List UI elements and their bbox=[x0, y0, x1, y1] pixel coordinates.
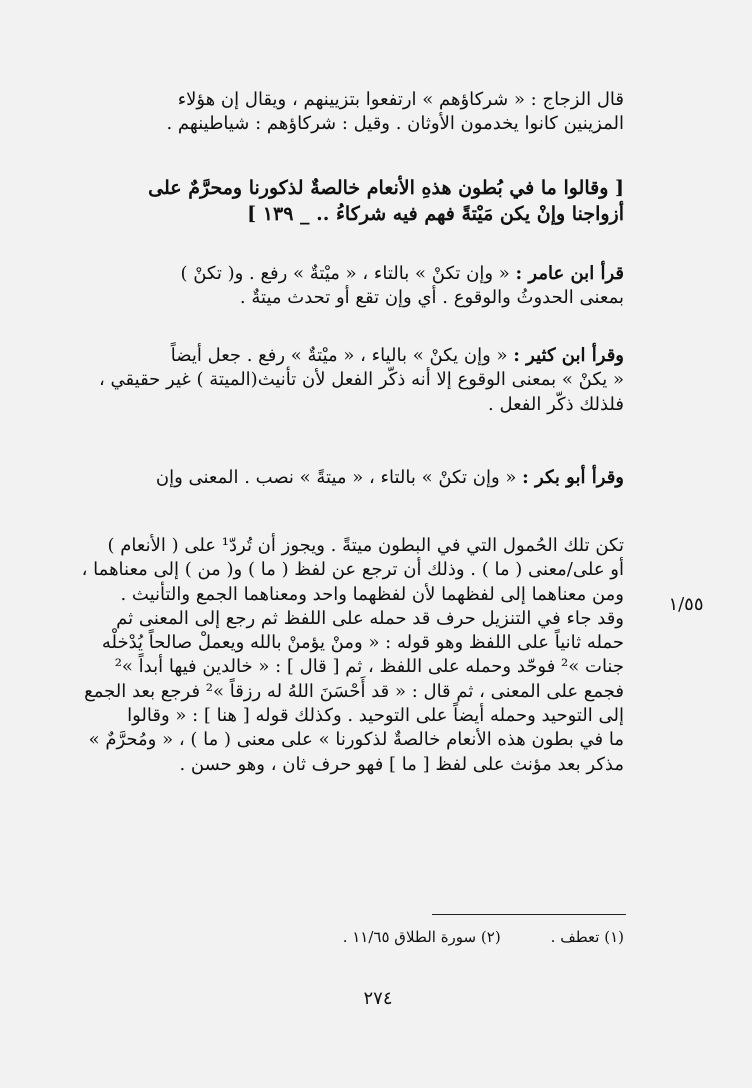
reader-name: قرأ ابن عامر : bbox=[515, 263, 624, 284]
reader-name: وقرأ ابن كثير : bbox=[513, 345, 624, 366]
paragraph-ibn-amir bbox=[124, 262, 624, 311]
margin-reference: ١/٥٥ bbox=[668, 594, 704, 615]
text-line: حمله ثانياً على اللفظ وهو قوله : « ومنْ يؤمنْ بالله ويعملْ صالحاً يُدْخلْه bbox=[101, 632, 624, 654]
footnote-divider bbox=[432, 914, 626, 915]
text-line: المزينين كانوا يخدمون الأوثان . وقيل : شركاؤهم : شياطينهم . bbox=[166, 113, 624, 135]
text-line: وقرأ أبو بكر : « وإن تكنْ » بالتاء ، « ميتةً » نصب . المعنى وإن bbox=[155, 467, 624, 488]
text-line: « يكنْ » بمعنى الوقوع إلا أنه ذكّر الفعل لأن تأنيث(الميتة ) غير حقيقي ، bbox=[99, 369, 624, 391]
text-line: تكن تلك الحُمول التي في البطون ميتةً . ويجوز أن تُردّ¹ على ( الأنعام ) bbox=[107, 535, 624, 556]
text-line: فجمع على المعنى ، ثم قال : « قد أَحْسَنَ اللهُ له رزقاً »² فرجع بعد الجمع bbox=[84, 680, 624, 702]
text-line: قال الزجاج : « شركاؤهم » ارتفعوا بتزيينهم ، ويقال إن هؤلاء bbox=[177, 89, 624, 110]
paragraph-abu-bakr bbox=[124, 466, 624, 490]
text-line: وقد جاء في التنزيل حرف قد حمله على اللفظ ثم رجع إلى المعنى ثم bbox=[116, 607, 624, 629]
page-number: ٢٧٤ bbox=[363, 988, 393, 1009]
reader-name: وقرأ أبو بكر : bbox=[522, 467, 624, 488]
text-line: جنات »² فوحّد وحمله على اللفظ ، ثم [ قال ] : « خالدين فيها أبداً »² bbox=[114, 656, 624, 678]
footnote-1: (١) تعطف . bbox=[550, 928, 624, 946]
paragraph-explanation bbox=[81, 534, 624, 777]
text-line: ومن معناهما إلى لفظهما لأن لفظهما واحد ومعناهما الجمع والتأنيث . bbox=[120, 583, 624, 605]
text-line: ما في بطون هذه الأنعام خالصةٌ لذكورنا » على معنى ( ما ) ، « ومُحرَّمٌ » bbox=[88, 729, 624, 751]
verse-line: [ وقالوا ما في بُطون هذهِ الأنعام خالصةٌ لذكورنا ومحرَّمٌ على bbox=[148, 177, 624, 199]
text-line: إلى التوحيد وحمله أيضاً على التوحيد . وكذلك قوله [ هنا ] : « وقالوا bbox=[127, 705, 624, 727]
text-line: بمعنى الحدوثُ والوقوع . أي وإن تقع أو تحدث ميتةٌ . bbox=[239, 287, 624, 309]
footnotes bbox=[264, 928, 624, 946]
text-line: فلذلك ذكّر الفعل . bbox=[488, 393, 624, 415]
paragraph-ibn-kathir bbox=[99, 344, 624, 417]
text-line: وقرأ ابن كثير : « وإن يكنْ » بالياء ، « ميْتةٌ » رفع . جعل أيضاً bbox=[170, 345, 624, 366]
verse-line: أزواجنا وإنْ يكن مَيْتةً فهم فيه شركاءُ .. _ ١٣٩ ] bbox=[247, 202, 624, 225]
paragraph-zajjaj bbox=[124, 88, 624, 137]
footnote-2: (٢) سورة الطلاق ١١/٦٥ . bbox=[342, 928, 501, 946]
text-line: أو على/معنى ( ما ) . وذلك أن ترجع عن لفظ ( ما ) و( من ) إلى معناهما ، bbox=[81, 559, 624, 581]
quran-verse bbox=[124, 176, 624, 227]
text-line: قرأ ابن عامر : « وإن تكنْ » بالتاء ، « ميْتةٌ » رفع . و( تكنْ ) bbox=[180, 263, 624, 284]
text-line: مذكر بعد مؤنث على لفظ [ ما ] فهو حرف ثان ، وهو حسن . bbox=[179, 753, 624, 775]
